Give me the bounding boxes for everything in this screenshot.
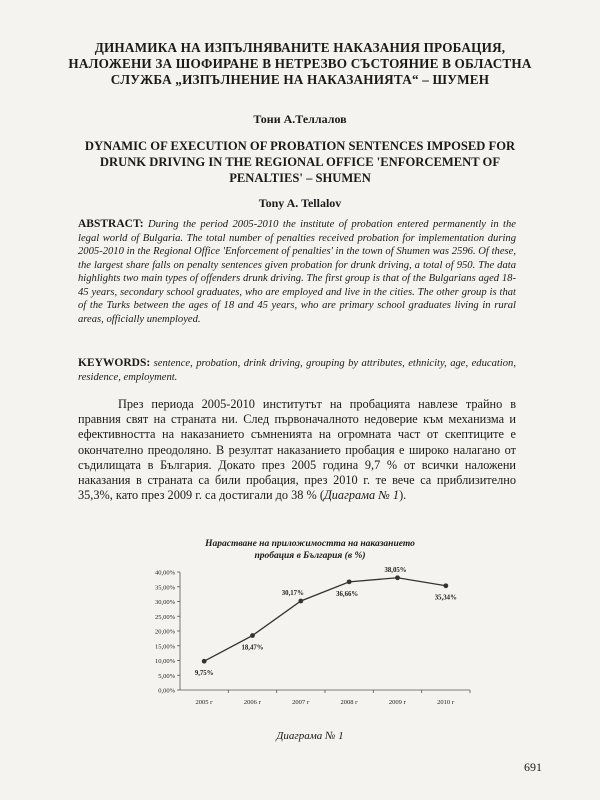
data-point (250, 633, 255, 638)
keywords-label: KEYWORDS: (78, 357, 151, 369)
page-number: 691 (524, 760, 542, 774)
title-en-line: DYNAMIC OF EXECUTION OF PROBATION SENTENCES IMPOSED FOR (84, 139, 516, 153)
title-english (60, 138, 540, 186)
data-label: 35,34% (434, 594, 457, 602)
data-point (395, 575, 400, 580)
y-tick-label: 5,00% (158, 672, 175, 680)
chart-title-line: пробация в България (в %) (254, 551, 366, 561)
data-point (298, 599, 303, 604)
keywords (78, 356, 516, 385)
data-point (347, 579, 352, 584)
y-tick-label: 25,00% (154, 613, 175, 621)
paragraph-end: ). (399, 488, 407, 503)
data-label: 38,05% (384, 566, 407, 574)
x-tick-label: 2005 г (195, 699, 213, 706)
x-tick-label: 2010 г (437, 699, 455, 706)
paragraph-diagram-ref: Диаграма № 1 (323, 488, 400, 503)
title-bg-line: СЛУЖБА „ИЗПЪЛНЕНИЕ НА НАКАЗАНИЯТА“ – ШУМЕН (110, 72, 490, 87)
x-tick-label: 2009 г (388, 699, 407, 706)
data-point (202, 659, 207, 664)
body-paragraph (78, 397, 516, 503)
x-tick-label: 2008 г (340, 699, 358, 706)
y-tick-label: 10,00% (154, 658, 175, 665)
y-tick-label: 20,00% (154, 628, 175, 636)
title-bg-line: НАЛОЖЕНИ ЗА ШОФИРАНЕ В НЕТРЕЗВО СЪСТОЯНИЕ В ОБЛАСТНА (68, 56, 532, 71)
abstract-label: ABSTRACT: (78, 218, 144, 230)
y-tick-label: 15,00% (154, 643, 175, 651)
x-tick-label: 2006 г (243, 699, 262, 706)
data-label: 36,66% (336, 590, 359, 598)
title-en-line: DRUNK DRIVING IN THE REGIONAL OFFICE 'ENFORCEMENT OF (99, 155, 501, 169)
data-label: 9,75% (194, 670, 214, 678)
title-en-line: PENALTIES' – SHUMEN (229, 171, 371, 185)
chart-title (150, 538, 470, 562)
data-label: 30,17% (281, 589, 304, 597)
y-tick-label: 30,00% (154, 599, 175, 606)
data-label: 18,47% (241, 644, 264, 652)
series-line (204, 578, 446, 661)
keywords-text: sentence, probation, drink driving, grouping by attributes, ethnicity, age, education, residence, employment. (78, 358, 516, 383)
data-point (443, 583, 448, 588)
abstract (78, 218, 516, 326)
title-bg-line: ДИНАМИКА НА ИЗПЪЛНЯВАНИТЕ НАКАЗАНИЯ ПРОБАЦИЯ, (94, 40, 506, 55)
x-tick-label: 2007 г (292, 699, 310, 706)
paragraph-text: През периода 2005-2010 институтът на пробацията навлезе трайно в правния свят на страната ни. След първоначалното недоверие към механизма и ефективността на наказанието съмненията на огромната част от скептиците е окончателно преодоляно. В резултат наказанието пробация е широко налагано от съдилищата в България. Докато през 2005 година 9,7 % от всички наложени наказания в страната са били пробация, през 2010 г. те вече са приблизително 35,3%, като през 2009 г. са достигали до 38 % ( (78, 397, 516, 503)
abstract-text: During the period 2005-2010 the institute of probation entered permanently in the legal world of Bulgaria. The total number of penalties received probation for implementation during 2005-2010 in the Regional Office 'Enforcement of penalties' in the town of Shumen was 2596. Of these, the largest share falls on penalty sentences given probation for drunk driving, a total of 950. The data highlights two main types of offenders drunk driving. The first group is that of the Bulgarians aged 18-45 years, secondary school graduates, who are employed and live in the cities. The other group is that of the Turks between the ages of 18 and 45 years, who are primary school graduates living in rural areas, officially unemployed. (78, 219, 516, 325)
line-chart (130, 560, 490, 720)
y-tick-label: 35,00% (154, 584, 175, 592)
y-tick-label: 40,00% (154, 569, 175, 577)
author-english: Tony A. Tellalov (258, 196, 342, 210)
y-tick-label: 0,00% (158, 687, 175, 695)
figure-caption: Диаграма № 1 (276, 730, 344, 742)
title-bulgarian (60, 40, 540, 88)
author-bulgarian: Тони А.Теллалов (253, 112, 347, 126)
chart-title-line: Нарастване на приложимостта на наказанието (205, 539, 415, 549)
